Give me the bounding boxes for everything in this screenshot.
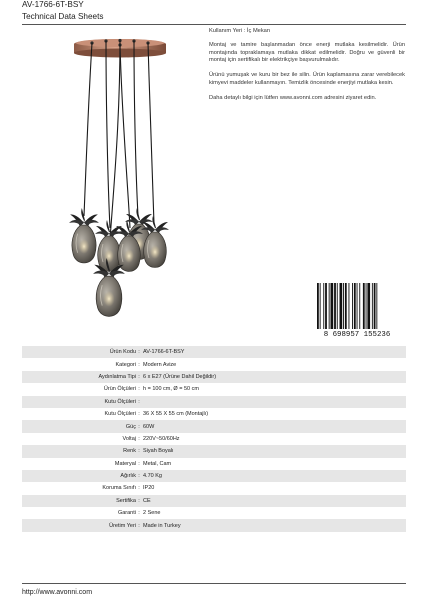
spec-separator: : [138,510,140,517]
spec-row [22,445,406,457]
spec-row [22,358,406,370]
barcode [315,283,399,339]
spec-value: 6 x E27 (Ürüne Dahil Değildir) [143,373,217,380]
spec-label: Kategori [115,361,136,368]
spec-value: 220V~50/60Hz [143,435,180,442]
spec-separator: : [138,435,140,442]
spec-separator: : [138,460,140,467]
spec-label: Ürün Ölçüleri [103,386,136,393]
spec-separator: : [138,411,140,418]
spec-row [22,346,406,358]
spec-row [22,458,406,470]
spec-value: CE [143,497,151,504]
spec-row [22,482,406,494]
barcode-number: 8 698957 155236 [323,331,391,339]
spec-label: Kutu Ölçüleri [104,398,136,405]
spec-label: Kutu Ölçüleri [104,411,136,418]
footer-divider [22,583,406,584]
spec-separator: : [138,349,140,356]
spec-label: Aydınlatma Tipi [98,373,136,380]
spec-separator: : [138,361,140,368]
spec-row [22,519,406,531]
spec-row [22,420,406,432]
spec-row [22,470,406,482]
spec-label: Ürün Kodu [109,349,136,356]
document-title: Technical Data Sheets [22,12,104,21]
installation-warning: Montaj ve tamire başlanmadan önce enerji mutlaka kesilmelidir. Ürün montajında topraklamaya mutlaka dikkat edilmelidir. Doğru ve güvenli bir montaj için sertifikalı bir elektrikçiye başvurulmalıdır. [209,41,405,64]
spec-value: 36 X 55 X 55 cm (Montajlı) [143,411,209,418]
spec-value: IP20 [143,485,155,492]
spec-value: 60W [143,423,155,430]
spec-row [22,433,406,445]
spec-value: Modern Avize [143,361,177,368]
spec-row [22,495,406,507]
spec-separator: : [138,423,140,430]
spec-label: Sertifika [116,497,136,504]
spec-value: 2 Sene [143,510,161,517]
product-code-header: AV-1766-6T-BSY [22,0,84,9]
more-info-note: Daha detaylı bilgi için lütfen www.avonni.com adresini ziyaret edin. [209,94,377,101]
spec-label: Materyal [114,460,136,467]
spec-label: Renk [123,448,136,455]
spec-value: h = 100 cm, Ø = 50 cm [143,386,199,393]
spec-label: Üretim Yeri [109,522,136,529]
spec-label: Güç [125,423,136,430]
spec-separator: : [138,373,140,380]
spec-row [22,383,406,395]
spec-label: Voltaj [122,435,136,442]
cleaning-instructions: Ürünü yumuşak ve kuru bir bez ile silin. Ürün kaplamasına zarar verebilecek kimyevi maddeler kullanmayın. Temizlik öncesinde enerjiyi mutlaka kesin. [209,72,405,86]
spec-separator: : [138,448,140,455]
spec-label: Ağırlık [120,473,136,480]
spec-separator: : [138,386,140,393]
spec-separator: : [138,485,140,492]
usage-location: Kullanım Yeri : İç Mekan [209,28,271,34]
spec-row [22,507,406,519]
spec-value: Siyah Boyalı [143,448,174,455]
spec-label: Garanti [117,510,136,517]
spec-label: Koruma Sınıfı [102,485,136,492]
spec-value: 4.70 Kg [143,473,162,480]
spec-separator: : [138,497,140,504]
spec-row [22,408,406,420]
product-image [40,28,200,328]
spec-separator: : [138,398,140,405]
usage-information [209,28,405,110]
spec-separator: : [138,473,140,480]
website-link[interactable]: http://www.avonni.com [22,589,93,596]
spec-row [22,371,406,383]
spec-value: Made in Turkey [143,522,181,529]
spec-separator: : [138,522,140,529]
header-divider [22,24,406,25]
spec-value: Metal, Cam [143,460,172,467]
spec-value: AV-1766-6T-BSY [143,349,185,356]
spec-row [22,396,406,408]
specifications-table [22,346,406,532]
